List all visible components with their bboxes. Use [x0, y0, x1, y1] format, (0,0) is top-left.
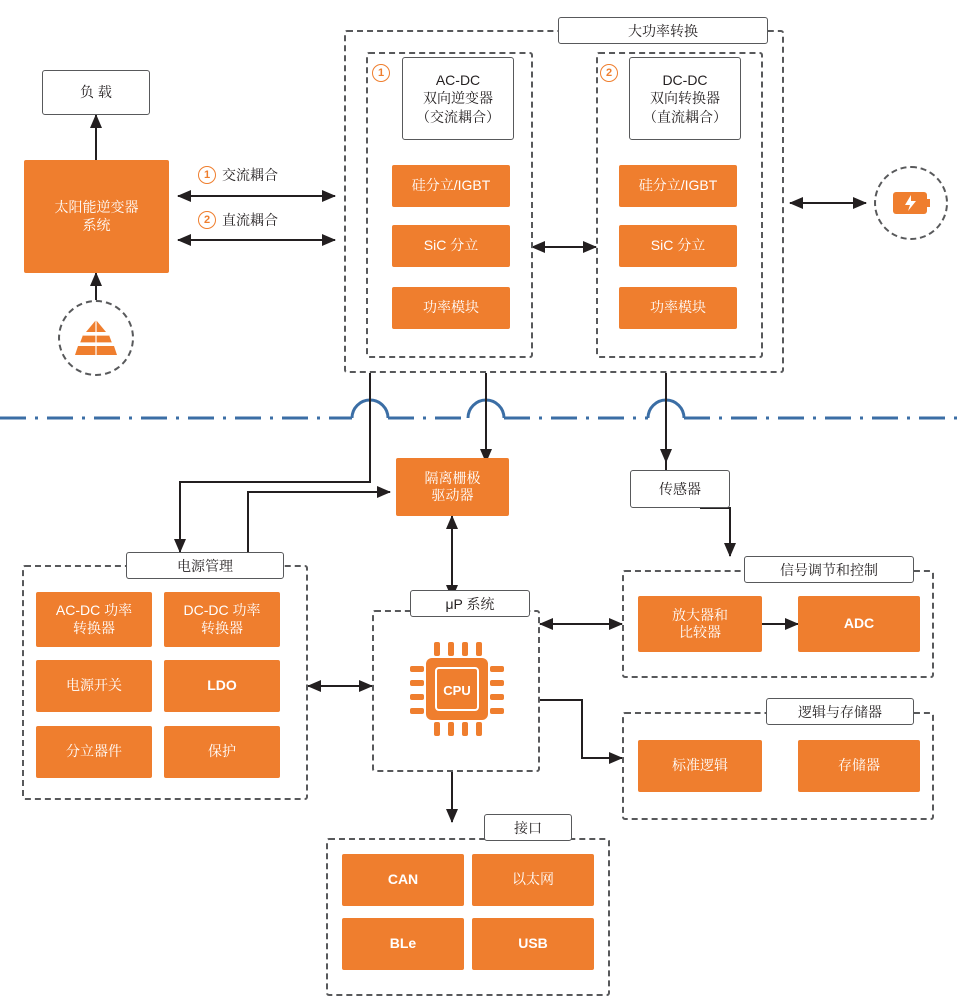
- node-discrete-components: 分立器件: [36, 726, 152, 778]
- node-dc-dc-converter: [629, 57, 741, 140]
- ac-dc-line3: （交流耦合）: [416, 108, 500, 125]
- solar-panel-icon: [58, 300, 134, 376]
- node-sic-right: SiC 分立: [619, 225, 737, 267]
- node-solar-inverter-system: [24, 160, 169, 273]
- node-sensor: 传感器: [630, 470, 730, 508]
- group-signal-conditioning-label: 信号调节和控制: [744, 556, 914, 583]
- coupling-2-label: 直流耦合: [222, 212, 278, 228]
- battery-glyph: [891, 186, 931, 220]
- node-ac-dc-power-converter: [36, 592, 152, 647]
- node-power-module-left: 功率模块: [392, 287, 510, 329]
- dc-dc-line3: （直流耦合）: [643, 108, 727, 125]
- coupling-1-label: 交流耦合: [222, 167, 278, 183]
- node-load: [42, 70, 150, 115]
- solar-inverter-line1: 太阳能逆变器: [54, 199, 139, 215]
- coupling-1-marker: [198, 166, 216, 184]
- node-sic-left: SiC 分立: [392, 225, 510, 267]
- amp-line1: 放大器和: [672, 606, 728, 623]
- battery-icon: [874, 166, 948, 240]
- ac-dc-line2: 双向逆变器: [423, 90, 493, 107]
- node-amplifier-comparator: [638, 596, 762, 652]
- coupling-2-num: 2: [203, 214, 211, 226]
- dc-dc-marker-2: 2: [600, 64, 618, 82]
- node-dc-dc-power-converter: [164, 592, 280, 647]
- cpu-chip-icon: [408, 638, 506, 738]
- node-si-igbt-left: 硅分立/IGBT: [392, 165, 510, 207]
- node-power-module-right: 功率模块: [619, 287, 737, 329]
- node-ac-dc-inverter: [402, 57, 514, 140]
- coupling-1-num: 1: [203, 169, 211, 181]
- group-up-system-label: μP 系统: [410, 590, 530, 617]
- ac-dc-conv-line2: 转换器: [73, 619, 115, 636]
- cpu-label: CPU: [443, 683, 471, 698]
- amp-line2: 比较器: [679, 624, 721, 640]
- ac-dc-marker-1: 1: [372, 64, 390, 82]
- node-ldo: LDO: [164, 660, 280, 712]
- group-interface-label: 接口: [484, 814, 572, 841]
- solar-panel-glyph: [74, 318, 118, 358]
- dc-dc-line2: 双向转换器: [650, 90, 720, 107]
- node-usb: USB: [472, 918, 594, 970]
- dc-dc-conv-line1: DC-DC 功率: [183, 602, 261, 618]
- cpu-glyph: [408, 638, 506, 738]
- dc-dc-conv-line2: 转换器: [201, 619, 243, 636]
- group-logic-memory-label: 逻辑与存储器: [766, 698, 914, 725]
- node-memory: 存储器: [798, 740, 920, 792]
- node-can: CAN: [342, 854, 464, 906]
- node-isolated-gate-driver: [396, 458, 509, 516]
- node-si-igbt-right: 硅分立/IGBT: [619, 165, 737, 207]
- group-power-management-label: 电源管理: [126, 552, 284, 579]
- node-protection: 保护: [164, 726, 280, 778]
- node-ethernet: 以太网: [472, 854, 594, 906]
- gate-driver-line1: 隔离栅极: [424, 469, 481, 486]
- ac-dc-conv-line1: AC-DC 功率: [55, 602, 133, 618]
- dc-dc-line1: DC-DC: [662, 72, 708, 89]
- node-load-label: 负 载: [80, 84, 112, 101]
- coupling-2-marker: [198, 211, 216, 229]
- ac-dc-line1: AC-DC: [435, 72, 481, 89]
- group-high-power-conversion-label: 大功率转换: [558, 17, 768, 44]
- node-adc: ADC: [798, 596, 920, 652]
- node-power-switch: 电源开关: [36, 660, 152, 712]
- gate-driver-line2: 驱动器: [431, 487, 474, 503]
- solar-inverter-line2: 系统: [82, 216, 111, 233]
- node-standard-logic: 标准逻辑: [638, 740, 762, 792]
- node-ble: BLe: [342, 918, 464, 970]
